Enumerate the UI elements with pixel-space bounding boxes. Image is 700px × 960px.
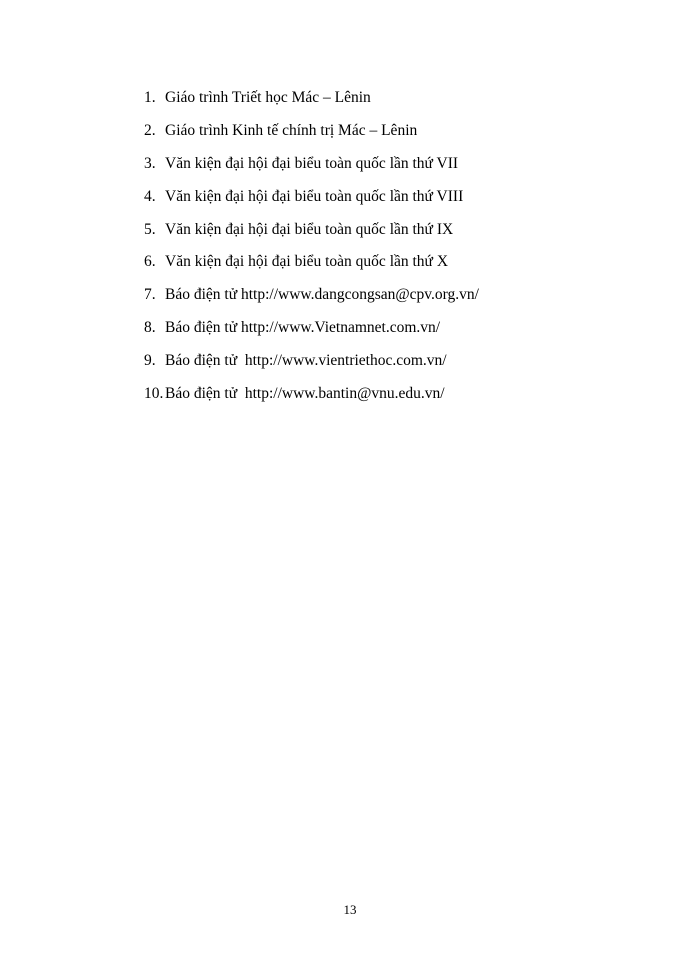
reference-item [144,218,479,251]
reference-text: Văn kiện đại hội đại biểu toàn quốc lần thứ IX [165,220,454,238]
reference-item [144,250,479,283]
reference-text: Báo điện tử http://www.bantin@vnu.edu.vn/ [165,385,445,403]
reference-number: 6. [144,253,156,271]
reference-text: Báo điện tử http://www.dangcongsan@cpv.org.vn/ [165,286,479,304]
reference-text: Giáo trình Kinh tế chính trị Mác – Lênin [165,121,418,139]
reference-text: Giáo trình Triết học Mác – Lênin [165,89,371,106]
reference-text: Báo điện tử http://www.vientriethoc.com.vn/ [165,352,447,370]
reference-text: Văn kiện đại hội đại biểu toàn quốc lần thứ VII [165,154,459,172]
reference-item [144,119,479,152]
reference-number: 5. [144,220,156,238]
page-number: 13 [343,902,357,917]
reference-number: 8. [144,319,156,337]
reference-item [144,152,479,185]
reference-item [144,349,479,382]
reference-text: Báo điện tử http://www.Vietnamnet.com.vn/ [165,319,441,337]
reference-number: 9. [144,352,156,370]
reference-item [144,382,479,415]
reference-item [144,283,479,316]
reference-text: Văn kiện đại hội đại biểu toàn quốc lần thứ VIII [165,187,464,205]
reference-text: Văn kiện đại hội đại biểu toàn quốc lần thứ X [165,253,449,271]
reference-number: 1. [144,89,156,106]
reference-number: 4. [144,187,156,205]
reference-list [144,86,479,415]
reference-number: 7. [144,286,156,304]
reference-item [144,185,479,218]
reference-number: 2. [144,121,156,139]
reference-item [144,316,479,349]
reference-number: 10. [144,385,164,403]
reference-item [144,86,479,119]
reference-number: 3. [144,154,156,172]
